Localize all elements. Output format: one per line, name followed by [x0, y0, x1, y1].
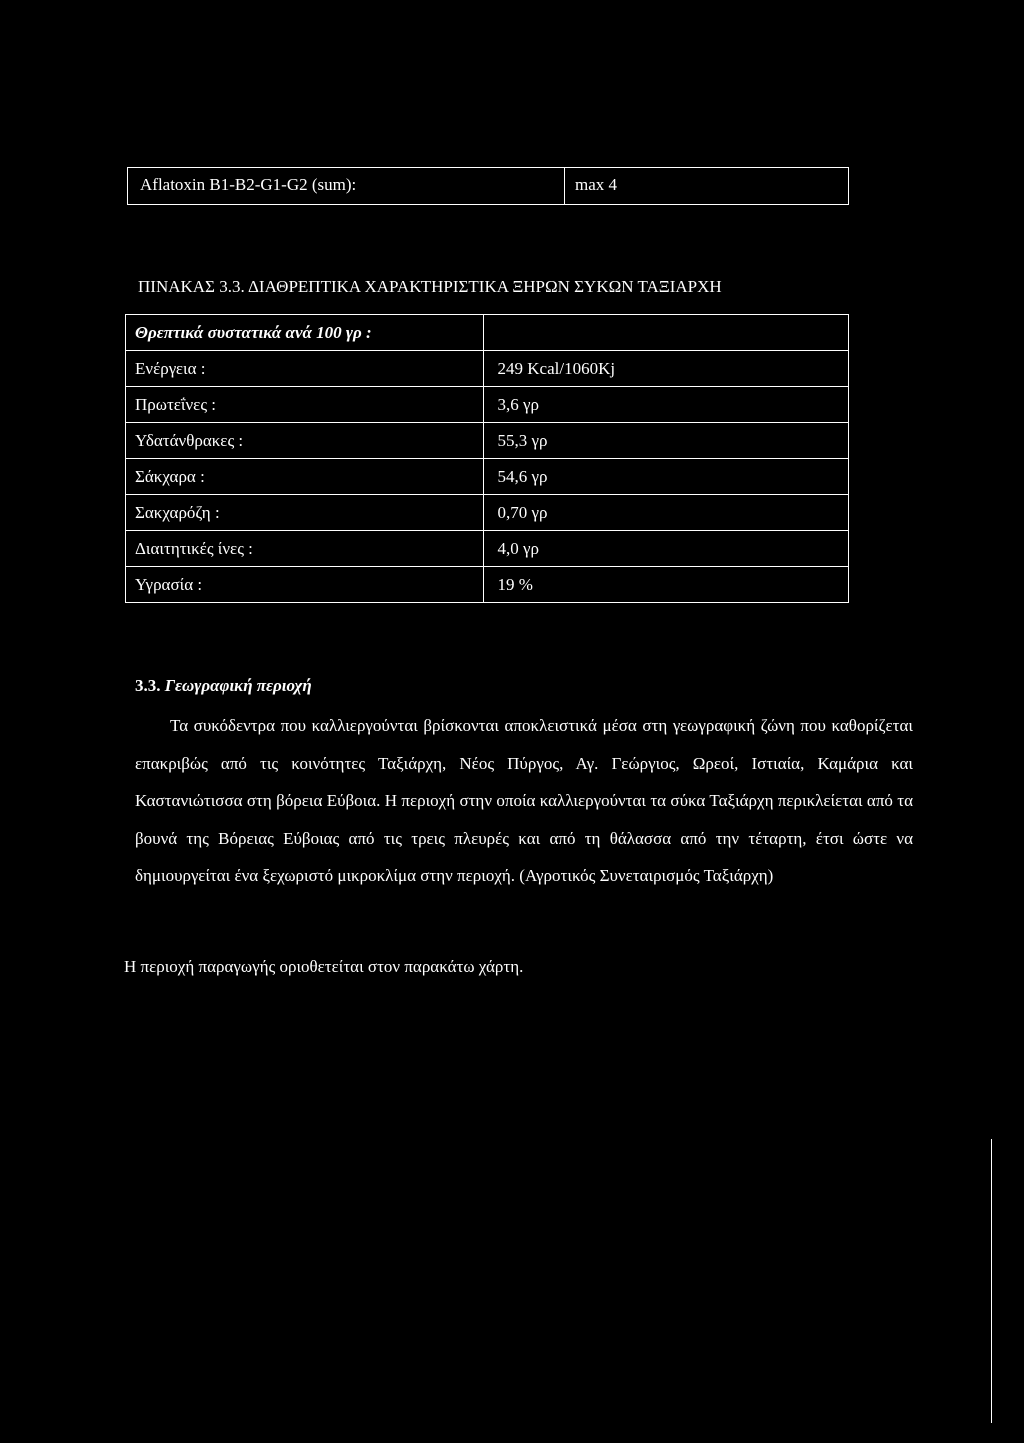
header-empty-cell [483, 315, 849, 351]
row-value: 3,6 γρ [483, 387, 849, 423]
row-value: 0,70 γρ [483, 495, 849, 531]
section-title: Γεωγραφική περιοχή [164, 676, 312, 695]
row-label: Υδατάνθρακες : [126, 423, 484, 459]
table-row [126, 423, 849, 459]
section-paragraph: Τα συκόδεντρα που καλλιεργούνται βρίσκονται αποκλειστικά μέσα στη γεωγραφική ζώνη που καθορίζεται επακριβώς από τις κοινότητες Ταξιάρχη, Νέος Πύργος, Αγ. Γεώργιος, Ωρεοί, Ιστιαία, Καμάρια και Καστανιώτισσα στη βόρεια Εύβοια. Η περιοχή στην οποία καλλιεργούνται τα σύκα Ταξιάρχη περικλείεται από τα βουνά της Βόρειας Εύβοιας από τις τρεις πλευρές και από τη θάλασσα από την τέταρτη, έτσι ώστε να δημιουργείται ένα ξεχωριστό μικροκλίμα στην περιοχή. (Αγροτικός Συνεταιρισμός Ταξιάρχη) [135, 716, 913, 885]
margin-line [991, 1139, 992, 1423]
table-row [126, 387, 849, 423]
section-number: 3.3. [135, 676, 161, 695]
aflatoxin-table [127, 167, 849, 205]
row-label: Διαιτητικές ίνες : [126, 531, 484, 567]
table-row [126, 495, 849, 531]
nutrition-header: Θρεπτικά συστατικά ανά 100 γρ : [126, 315, 484, 351]
table-row [126, 459, 849, 495]
section-heading [135, 676, 312, 696]
row-value: 249 Kcal/1060Kj [483, 351, 849, 387]
aflatoxin-value: max 4 [575, 175, 618, 194]
row-label: Σάκχαρα : [126, 459, 484, 495]
table-row [126, 567, 849, 603]
row-value: 54,6 γρ [483, 459, 849, 495]
row-label: Υγρασία : [126, 567, 484, 603]
row-label: Σακχαρόζη : [126, 495, 484, 531]
row-label: Ενέργεια : [126, 351, 484, 387]
row-value: 19 % [483, 567, 849, 603]
row-label: Πρωτεΐνες : [126, 387, 484, 423]
table-row [126, 351, 849, 387]
nutrition-table [125, 314, 849, 603]
table-row [126, 531, 849, 567]
table-heading: ΠΙΝΑΚΑΣ 3.3. ΔΙΑΘΡΕΠΤΙΚΑ ΧΑΡΑΚΤΗΡΙΣΤΙΚΑ ΞΗΡΩΝ ΣΥΚΩΝ ΤΑΞΙΑΡΧΗ [138, 277, 722, 296]
row-value: 4,0 γρ [483, 531, 849, 567]
aflatoxin-name: Aflatoxin B1-B2-G1-G2 (sum): [128, 168, 565, 204]
table-header-row [126, 315, 849, 351]
map-note: Η περιοχή παραγωγής οριοθετείται στον παρακάτω χάρτη. [124, 957, 524, 976]
row-value: 55,3 γρ [483, 423, 849, 459]
